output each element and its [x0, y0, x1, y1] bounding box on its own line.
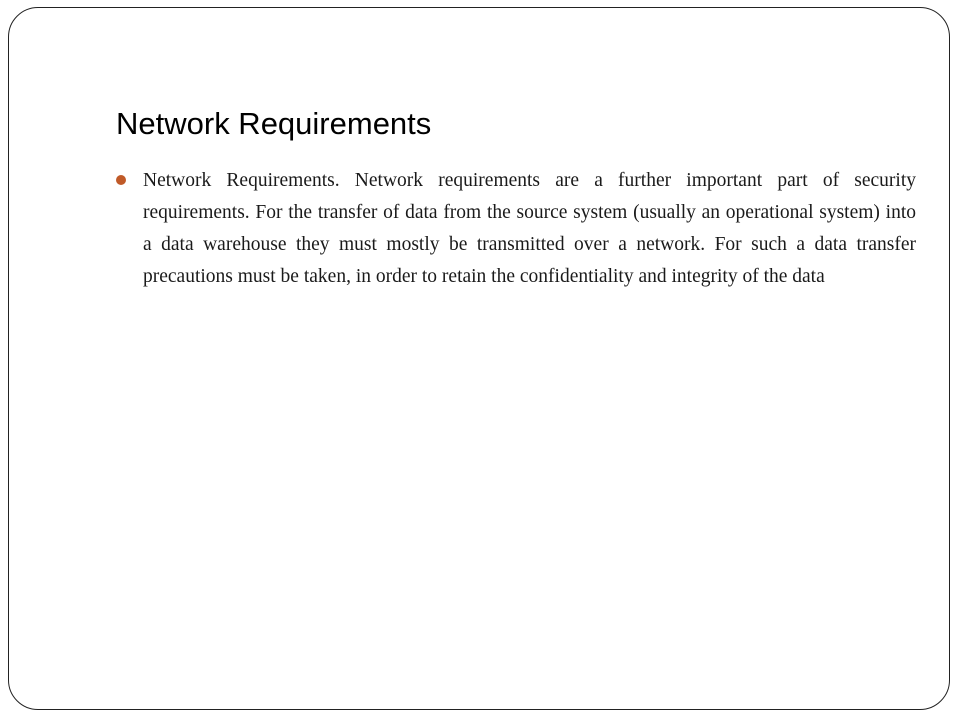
bullet-list [116, 165, 916, 293]
bullet-item [116, 165, 916, 293]
slide-title: Network Requirements [116, 106, 432, 141]
bullet-dot-icon [116, 175, 126, 185]
slide-frame [8, 7, 950, 710]
bullet-text: Network Requirements. Network requirements are a further important part of security requirements. For the transfer of data from the source system (usually an operational system) into a data warehouse they must mostly be transmitted over a network. For such a data transfer precautions must be taken, in order to retain the confidentiality and integrity of the data [143, 170, 916, 287]
